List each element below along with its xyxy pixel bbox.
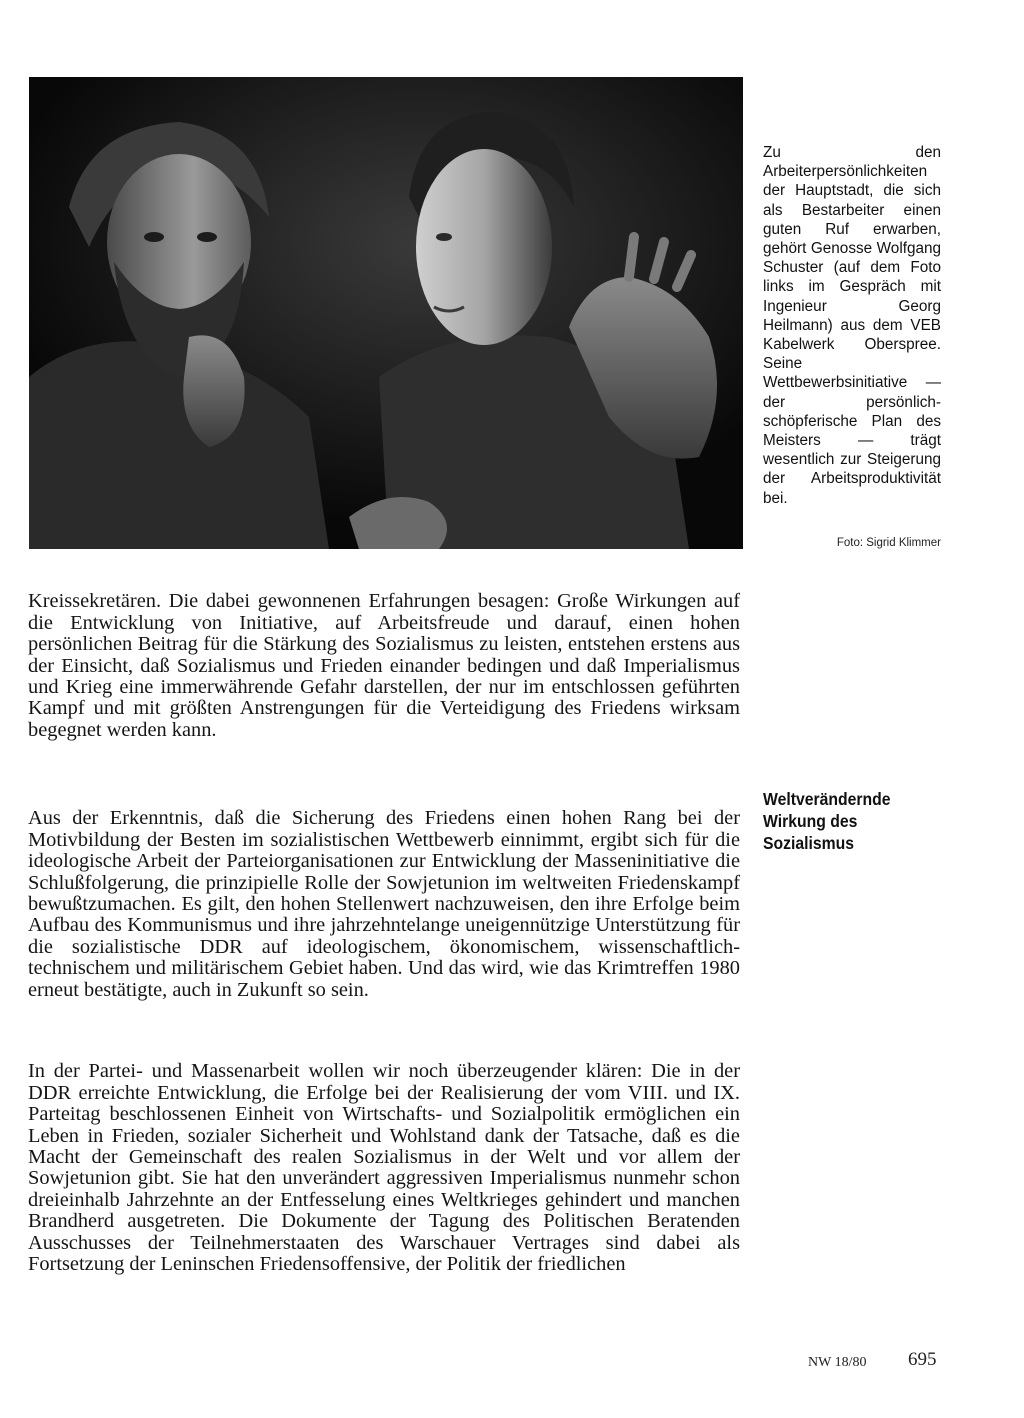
paragraph-text: Aus der Erkenntnis, daß die Sicherung des Friedens einen hohen Rang bei der Motivbildung der Besten im sozialistischen Wettbewerb einnimmt, ergibt sich für die ideologische Arbeit der Parteiorganisationen zur Entwicklung der Masseninitiative die Schlußfolgerung, die prinzipielle Rolle der Sowjetunion im weltweiten Friedenskampf bewußtzumachen. Es gilt, den hohen Stellenwert nachzuweisen, den ihre Erfolge beim Aufbau des Kommunismus und ihre jahrzehntelange uneigennützige Unterstützung für die sozialistische DDR auf ideologischem, ökonomischem, wissenschaftlich-technischem und militärischem Gebiet haben. Und das wird, wie das Krimtreffen 1980 erneut bestätigte, auch in Zukunft so sein. [28, 807, 740, 1001]
page-number: 695 [908, 1349, 937, 1370]
photo-two-men-talking-icon [29, 77, 743, 549]
photo-credit: Foto: Sigrid Klimmer [836, 537, 941, 549]
side-heading-line: Sozialismus [763, 833, 855, 853]
photo-caption: Zu den Arbeiterpersönlichkeiten der Hauptstadt, die sich als Bestarbeiter einen guten Ruf erwarben, gehört Genosse Wolfgang Schuster (auf dem Foto links im Gespräch mit Ingenieur Georg Heilmann) aus dem VEB Kabelwerk Oberspree. Seine Wettbewerbsinitiative — der persönlich-schöpferische Plan des Meisters — trägt wesentlich zur Steigerung der Arbeitsproduktivität bei. [763, 144, 941, 507]
paragraph-text: In der Partei- und Massenarbeit wollen wir noch überzeugender klären: Die in der DDR erreichte Entwicklung, die Erfolge bei der Realisierung der vom VIII. und IX. Parteitag beschlossenen Einheit von Wirtschafts- und Sozialpolitik ermöglichen ein Leben in Frieden, sozialer Sicherheit und Wohlstand dank der Tatsache, daß es die Macht der Gemeinschaft des realen Sozialismus in der Welt und vor allem der Sowjetunion gibt. Sie hat den unverändert aggressiven Imperialismus nunmehr schon dreieinhalb Jahrzehnte an der Entfesselung eines Weltkrieges gehindert und manchen Brandherd ausgetreten. Die Dokumente der Tagung des Politischen Beratenden Ausschusses der Teilnehmerstaaten des Warschauer Vertrages sind dabei als Fortsetzung der Leninschen Friedensoffensive, der Politik der friedlichen [28, 1060, 740, 1276]
article-paragraph [28, 1041, 740, 1296]
issue-label: NW 18/80 [808, 1355, 867, 1370]
side-heading-line: Weltverändernde [763, 789, 891, 809]
article-paragraph [28, 788, 740, 1021]
article-paragraph [28, 571, 740, 762]
side-heading [763, 788, 934, 854]
article-photo [29, 77, 743, 549]
paragraph-text: Kreissekretären. Die dabei gewonnenen Erfahrungen besagen: Große Wirkungen auf die Entwicklung von Initiative, auf Arbeitsfreude und darauf, einen hohen persönlichen Beitrag für die Stärkung des Sozialismus zu leisten, entstehen erstens aus der Einsicht, daß Sozialismus und Frieden einander bedingen und daß Imperialismus und Krieg eine immerwährende Gefahr darstellen, der nur im entschlossen geführten Kampf und mit größten Anstrengungen für die Verteidigung des Friedens wirksam begegnet werden kann. [28, 590, 740, 741]
side-heading-line: Wirkung des [763, 811, 858, 831]
